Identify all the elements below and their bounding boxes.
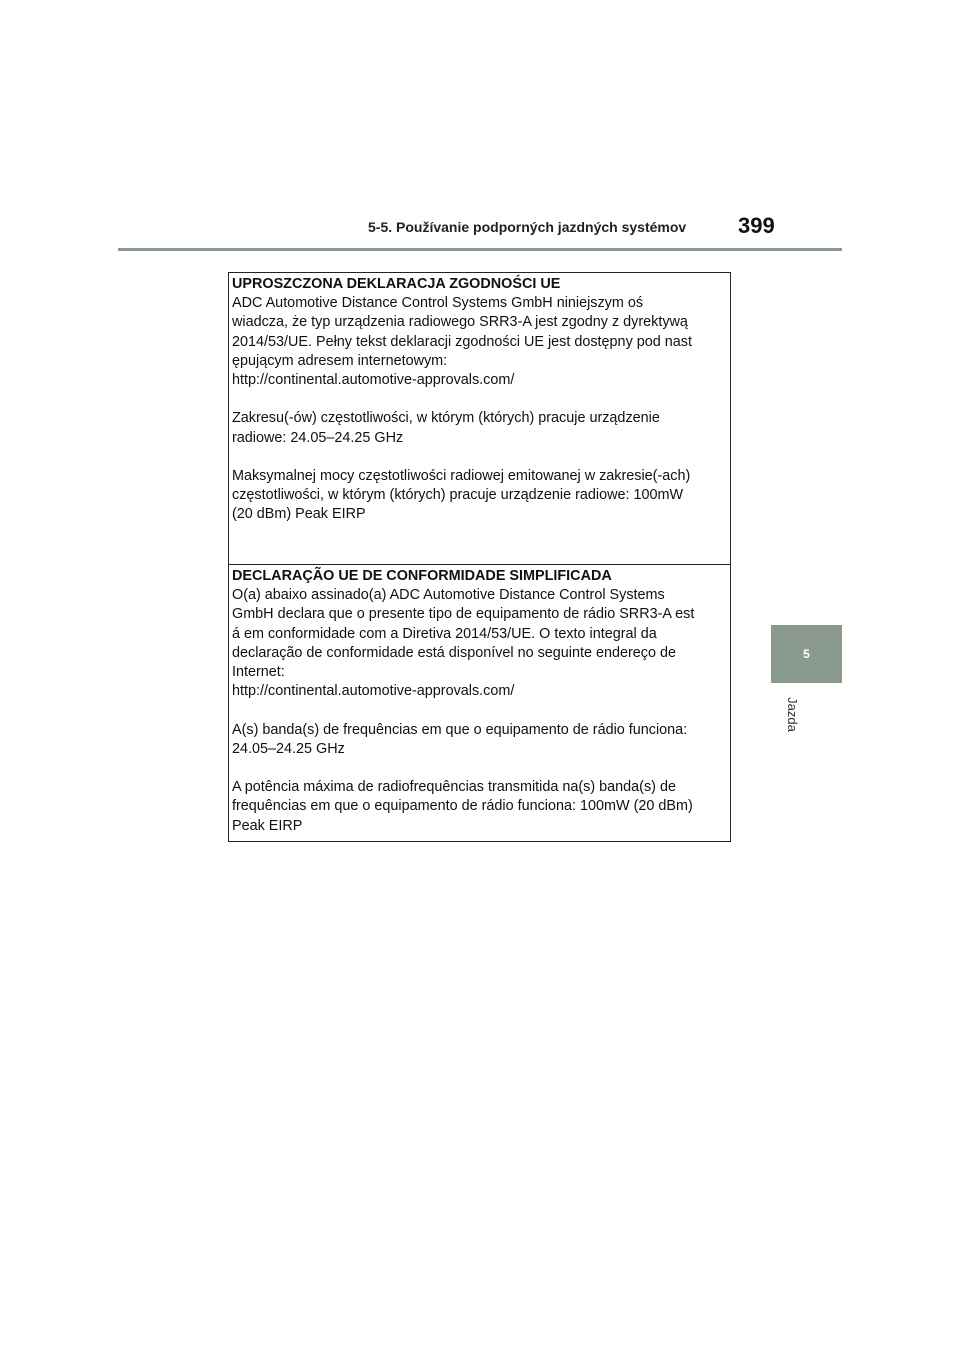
polish-declaration: [229, 273, 730, 565]
text-line: declaração de conformidade está disponível no seguinte endereço de: [232, 644, 677, 661]
portuguese-declaration-title: DECLARAÇÃO UE DE CONFORMIDADE SIMPLIFICADA: [232, 568, 612, 584]
portuguese-declaration-body: [232, 586, 728, 701]
polish-power-info: [232, 467, 728, 525]
chapter-number: 5: [803, 647, 810, 661]
section-title: 5-5. Používanie podporných jazdných systémov: [368, 219, 687, 235]
polish-frequency-info: [232, 409, 728, 447]
text-line: á em conformidade com a Diretiva 2014/53/UE. O texto integral da: [232, 625, 657, 642]
url-line: http://continental.automotive-approvals.com/: [232, 372, 515, 389]
text-line: Internet:: [232, 664, 285, 681]
text-line: 24.05–24.25 GHz: [232, 740, 345, 757]
chapter-tab: [771, 625, 842, 683]
page-number: 399: [738, 213, 775, 238]
text-line: A(s) banda(s) de frequências em que o equipamento de rádio funciona:: [232, 721, 688, 738]
text-line: wiadcza, że typ urządzenia radiowego SRR3-A jest zgodny z dyrektywą: [232, 314, 688, 331]
text-line: Peak EIRP: [232, 817, 303, 834]
text-line: O(a) abaixo assinado(a) ADC Automotive Distance Control Systems: [232, 587, 665, 604]
text-line: ADC Automotive Distance Control Systems GmbH niniejszym oś: [232, 295, 644, 312]
portuguese-declaration: [229, 565, 730, 836]
text-line: radiowe: 24.05–24.25 GHz: [232, 429, 404, 446]
portuguese-frequency-info: [232, 721, 728, 759]
declaration-box: [228, 272, 731, 842]
text-line: Maksymalnej mocy częstotliwości radiowej emitowanej w zakresie(-ach): [232, 468, 691, 484]
text-line: ępującym adresem internetowym:: [232, 352, 448, 369]
page-header: [118, 214, 842, 251]
text-line: (20 dBm) Peak EIRP: [232, 506, 366, 523]
chapter-label-text: Jazda: [784, 696, 800, 732]
text-line: częstotliwości, w którym (których) pracuje urządzenie radiowe: 100mW: [232, 487, 684, 504]
polish-declaration-title: UPROSZCZONA DEKLARACJA ZGODNOŚCI UE: [232, 276, 561, 292]
text-line: Zakresu(-ów) częstotliwości, w którym (których) pracuje urządzenie: [232, 410, 660, 427]
polish-declaration-body: [232, 294, 728, 390]
text-line: 2014/53/UE. Pełny tekst deklaracji zgodności UE jest dostępny pod nast: [232, 333, 692, 350]
url-line: http://continental.automotive-approvals.com/: [232, 683, 515, 700]
text-line: GmbH declara que o presente tipo de equipamento de rádio SRR3-A est: [232, 606, 695, 623]
text-line: frequências em que o equipamento de rádio funciona: 100mW (20 dBm): [232, 798, 693, 815]
portuguese-power-info: [232, 778, 728, 836]
text-line: A potência máxima de radiofrequências transmitida na(s) banda(s) de: [232, 779, 676, 796]
chapter-label: [782, 690, 802, 738]
